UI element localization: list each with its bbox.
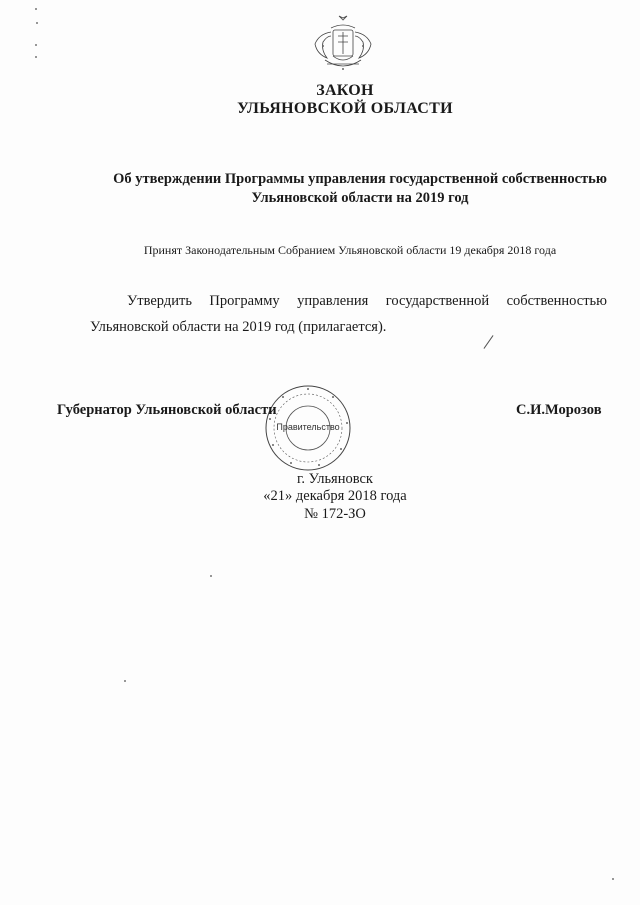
scan-speck	[35, 44, 37, 46]
signing-date: «21» декабря 2018 года	[263, 488, 407, 504]
body-paragraph-line-1: Утвердить Программу управления государственной собственностью	[127, 293, 607, 309]
scan-speck	[36, 22, 38, 24]
coat-of-arms-icon	[305, 14, 381, 76]
adoption-note: Принят Законодательным Собранием Ульяновской области 19 декабря 2018 года	[143, 243, 557, 257]
body-paragraph-line-2: Ульяновской области на 2019 год (прилагается).	[90, 319, 387, 335]
document-type-title: ЗАКОН	[316, 82, 374, 99]
law-number: № 172-ЗО	[304, 506, 366, 522]
signatory-name: С.И.Морозов	[516, 402, 602, 418]
scan-speck	[124, 680, 126, 682]
scan-speck	[612, 878, 614, 880]
scan-speck	[35, 56, 37, 58]
pen-mark	[484, 335, 494, 349]
subject-line-1: Об утверждении Программы управления государственной собственностью	[113, 171, 607, 187]
subject-line-2: Ульяновской области на 2019 год	[251, 190, 469, 206]
signatory-position: Губернатор Ульяновской области	[57, 402, 277, 418]
region-title: УЛЬЯНОВСКОЙ ОБЛАСТИ	[237, 100, 453, 117]
scan-speck	[210, 575, 212, 577]
scan-speck	[35, 8, 37, 10]
seal-label: Правительство	[276, 422, 340, 432]
city: г. Ульяновск	[297, 471, 373, 487]
